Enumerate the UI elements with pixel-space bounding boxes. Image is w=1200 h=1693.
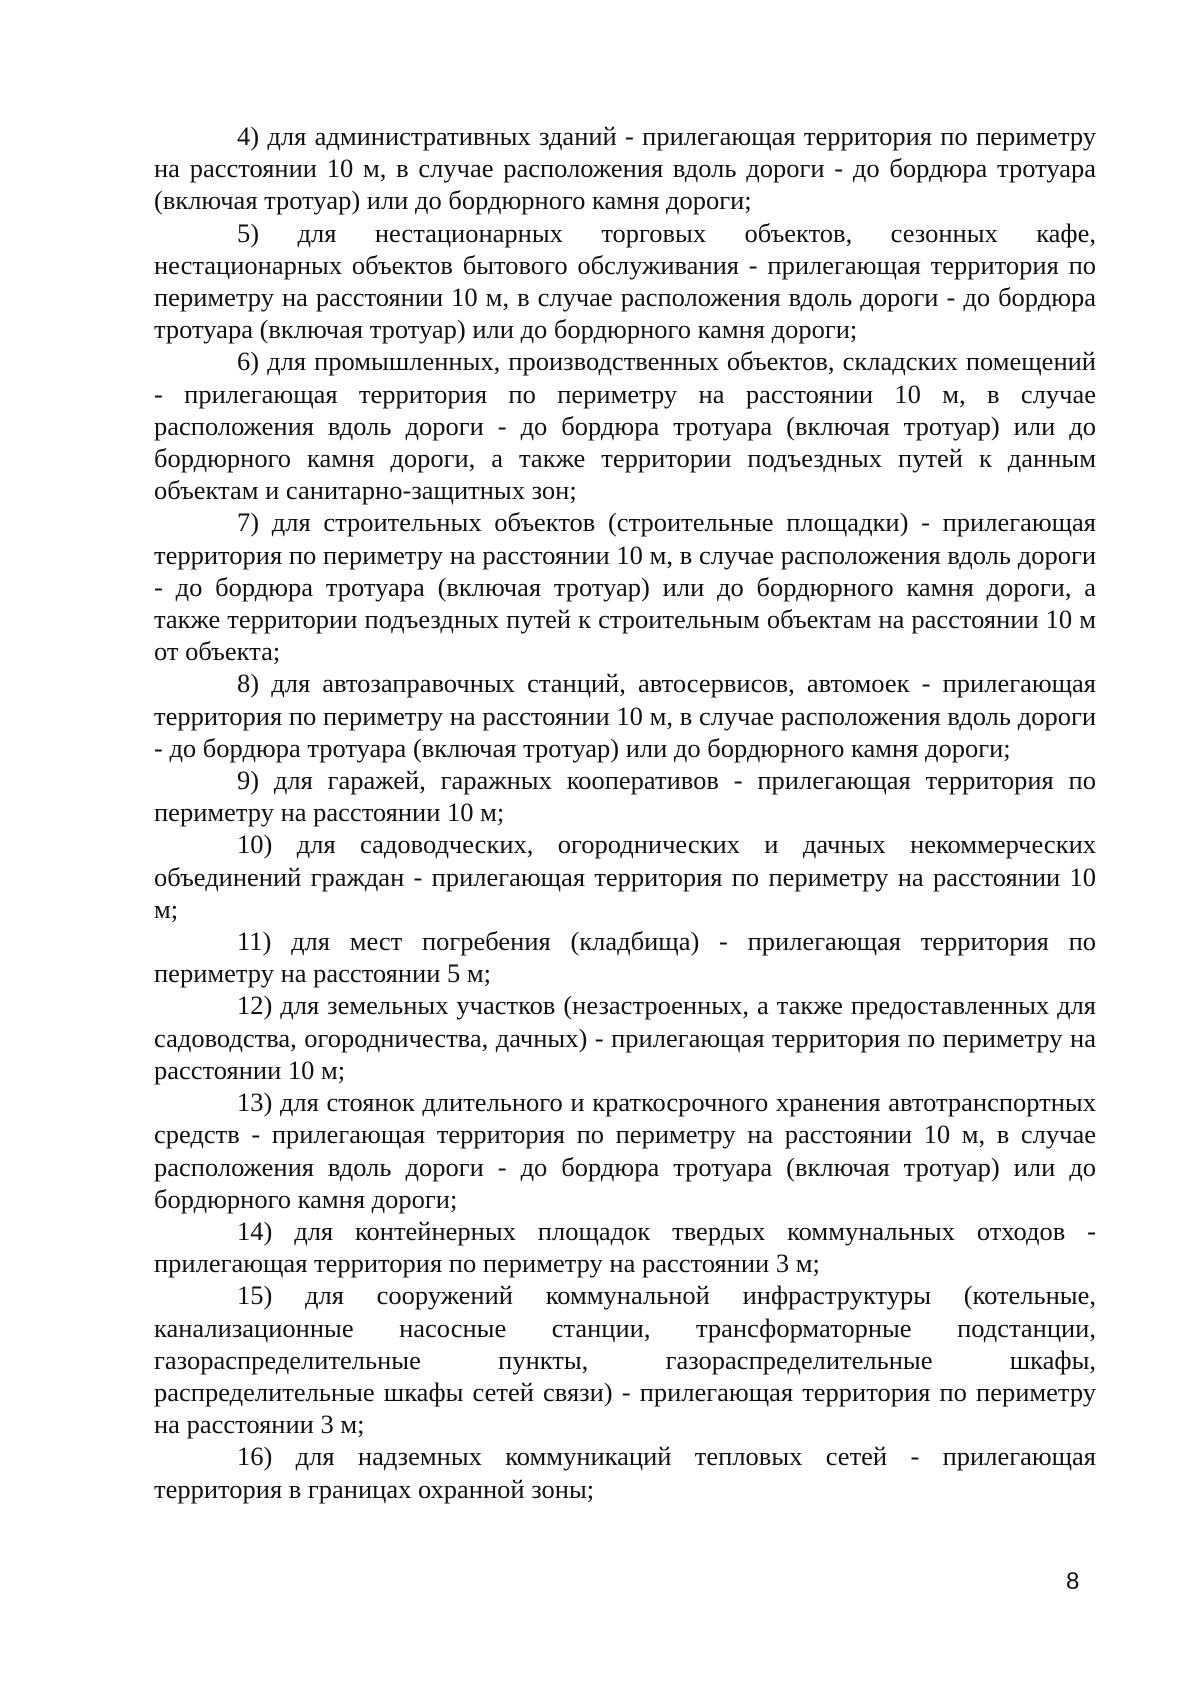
list-item-10: 10) для садоводческих, огороднических и дачных некоммерческих объединений граждан - прилегающая территория по периметру на расстоянии 10 м; — [154, 829, 1096, 924]
list-item-16: 16) для надземных коммуникаций тепловых сетей - прилегающая территория в границах охранной зоны; — [154, 1441, 1096, 1504]
list-item-4: 4) для административных зданий - прилегающая территория по периметру на расстоянии 10 м, в случае расположения вдоль дороги - до бордюра тротуара (включая тротуар) или до бордюрного камня дороги; — [154, 121, 1096, 216]
list-item-9: 9) для гаражей, гаражных кооперативов - прилегающая территория по периметру на расстоянии 10 м; — [154, 765, 1096, 828]
list-item-7: 7) для строительных объектов (строительные площадки) - прилегающая территория по периметру на расстоянии 10 м, в случае расположения вдоль дороги - до бордюра тротуара (включая тротуар) или до бордюрного камня дороги, а также территории подъездных путей к строительным объектам на расстоянии 10 м от объекта; — [154, 507, 1096, 667]
page-number: 8 — [1066, 1568, 1080, 1595]
list-item-13: 13) для стоянок длительного и краткосрочного хранения автотранспортных средств - прилегающая территория по периметру на расстоянии 10 м, в случае расположения вдоль дороги - до бордюра тротуара (включая тротуар) или до бордюрного камня дороги; — [154, 1087, 1096, 1214]
list-item-6: 6) для промышленных, производственных объектов, складских помещений - прилегающая территория по периметру на расстоянии 10 м, в случае расположения вдоль дороги - до бордюра тротуара (включая тротуар) или до бордюрного камня дороги, а также территории подъездных путей к данным объектам и санитарно-защитных зон; — [154, 346, 1096, 506]
list-item-11: 11) для мест погребения (кладбища) - прилегающая территория по периметру на расстоянии 5 м; — [154, 926, 1096, 989]
list-item-5: 5) для нестационарных торговых объектов, сезонных кафе, нестационарных объектов бытового обслуживания - прилегающая территория по периметру на расстоянии 10 м, в случае расположения вдоль дороги - до бордюра тротуара (включая тротуар) или до бордюрного камня дороги; — [154, 217, 1096, 345]
document-body — [154, 120, 1096, 1505]
list-item-15: 15) для сооружений коммунальной инфраструктуры (котельные, канализационные насосные станции, трансформаторные подстанции, газораспределительные пункты, газораспределительные шкафы, распределительные шкафы сетей связи) - прилегающая территория по периметру на расстоянии 3 м; — [154, 1280, 1096, 1440]
list-item-8: 8) для автозаправочных станций, автосервисов, автомоек - прилегающая территория по периметру на расстоянии 10 м, в случае расположения вдоль дороги - до бордюра тротуара (включая тротуар) или до бордюрного камня дороги; — [154, 668, 1096, 763]
list-item-14: 14) для контейнерных площадок твердых коммунальных отходов - прилегающая территория по периметру на расстоянии 3 м; — [154, 1215, 1096, 1279]
list-item-12: 12) для земельных участков (незастроенных, а также предоставленных для садоводства, огородничества, дачных) - прилегающая территория по периметру на расстоянии 10 м; — [154, 990, 1096, 1085]
